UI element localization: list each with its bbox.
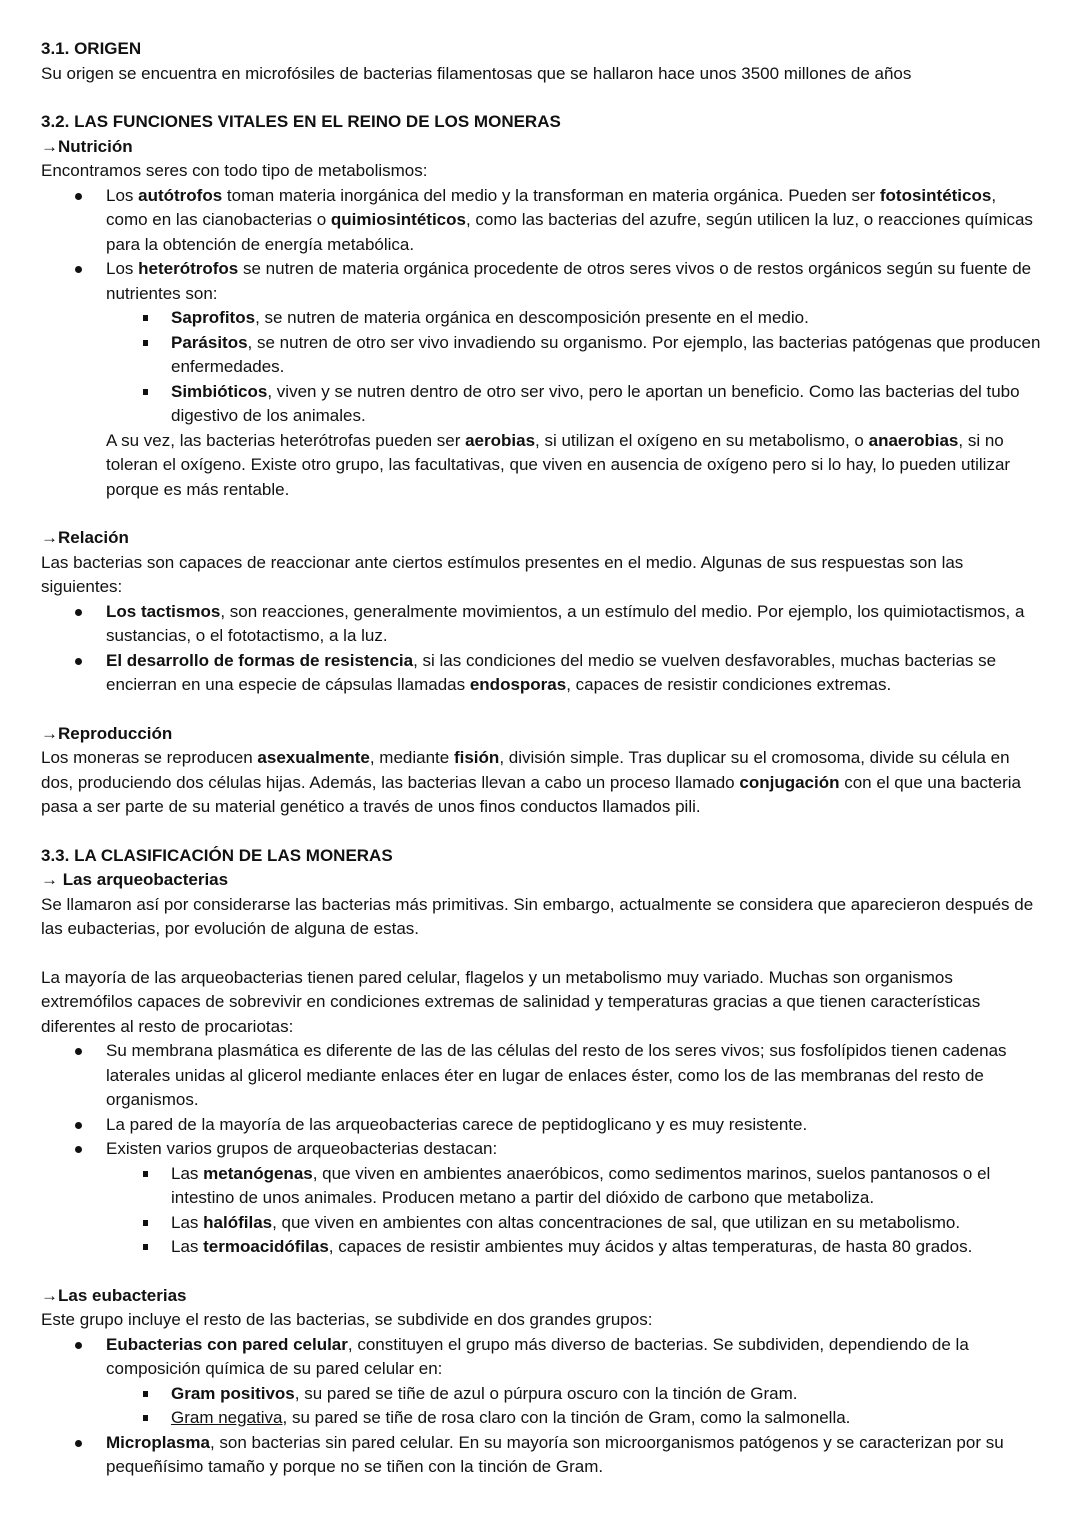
list-item-autotrofos: Los autótrofos toman materia inorgánica del medio y la transforman en materia orgánica. Pueden ser fotosintéticos, como en las cianobacterias o quimiosintéticos, como las bacterias del azufre, según utilicen la luz, o reacciones químicas para la obtención de energía metabólica. (106, 184, 1042, 258)
subsection-title-arqueobacterias: → Las arqueobacterias (41, 870, 229, 889)
subsection-title-reproduccion: →Reproducción (41, 723, 173, 743)
list-item-membrana: Su membrana plasmática es diferente de las de las células del resto de los seres vivos; sus fosfolípidos tienen cadenas laterales unidas al glicerol mediante enlaces éter en lugar de enlaces éster, como los de las membranas del resto de organismos. (106, 1039, 1042, 1113)
list-item-halofilas: Las halófilas, que viven en ambientes con altas concentraciones de sal, que utilizan en su metabolismo. (171, 1211, 1042, 1236)
list-item-simbioticos: Simbióticos, viven y se nutren dentro de otro ser vivo, pero le aportan un beneficio. Como las bacterias del tubo digestivo de los animales. (171, 380, 1042, 429)
section-title-clasificacion: 3.3. LA CLASIFICACIÓN DE LAS MONERAS (41, 845, 393, 865)
grupos-sublist (106, 1162, 1042, 1260)
list-item-tactismos: Los tactismos, son reacciones, generalmente movimientos, a un estímulo del medio. Por ejemplo, los quimiotactismos, a sustancias, o el fototactismo, a la luz. (106, 600, 1042, 649)
list-item-resistencia: El desarrollo de formas de resistencia, si las condiciones del medio se vuelven desfavorables, muchas bacterias se encierran en una especie de cápsulas llamadas endosporas, capaces de resistir condiciones extremas. (106, 649, 1042, 698)
section-title-origen: 3.1. ORIGEN (41, 39, 142, 58)
section-title-funciones-vitales: 3.2. LAS FUNCIONES VITALES EN EL REINO DE LOS MONERAS (41, 112, 561, 131)
list-item-parasitos: Parásitos, se nutren de otro ser vivo invadiendo su organismo. Por ejemplo, las bacterias patógenas que producen enfermedades. (171, 331, 1042, 380)
list-item-pared-celular: Eubacterias con pared celular, constituyen el grupo más diverso de bacterias. Se subdividen, dependiendo de la composición química de su pared celular en: Gram positivos, su pared se tiñe de azul o púrpura oscuro con la tinción de Gram. Gram negativa, su pared se tiñe de rosa claro con la tinción de Gram, como la salmonella. (106, 1333, 1042, 1431)
relacion-list (41, 600, 1042, 698)
subsection-title-nutricion: →Nutrición (41, 136, 133, 156)
arqueobacterias-list (41, 1039, 1042, 1260)
relacion-intro: Las bacterias son capaces de reaccionar ante ciertos estímulos presentes en el medio. Algunas de sus respuestas son las siguientes: (41, 552, 964, 596)
arqueobacterias-paragraph-1: Se llamaron así por considerarse las bacterias más primitivas. Sin embargo, actualmente se considera que aparecieron después de las eubacterias, por evolución de alguna de estas. (41, 894, 1034, 938)
list-item-grupos: Existen varios grupos de arqueobacterias destacan: Las metanógenas, que viven en ambientes anaeróbicos, como sedimentos marinos, suelos pantanosos o el intestino de unos animales. Producen metano a partir del dióxido de carbono que metaboliza. Las halófilas, que viven en ambientes con altas concentraciones de sal, que utilizan en su metabolismo. Las termoacidófilas, capaces de resistir ambientes muy ácidos y altas temperaturas, de hasta 80 grados. (106, 1137, 1042, 1260)
reproduccion-paragraph: Los moneras se reproducen asexualmente, mediante fisión, división simple. Tras duplicar su el cromosoma, divide su célula en dos, produciendo dos células hijas. Además, las bacterias llevan a cabo un proceso llamado conjugación con el que una bacteria pasa a ser parte de su material genético a través de unos finos conductos llamados pili. (41, 748, 1021, 816)
list-item-termoacidofilas: Las termoacidófilas, capaces de resistir ambientes muy ácidos y altas temperaturas, de hasta 80 grados. (171, 1235, 1042, 1260)
list-item-gram-positivos: Gram positivos, su pared se tiñe de azul o púrpura oscuro con la tinción de Gram. (171, 1382, 1042, 1407)
list-item-metanogenas: Las metanógenas, que viven en ambientes anaeróbicos, como sedimentos marinos, suelos pantanosos o el intestino de unos animales. Producen metano a partir del dióxido de carbono que metaboliza. (171, 1162, 1042, 1211)
aerobias-paragraph: A su vez, las bacterias heterótrofas pueden ser aerobias, si utilizan el oxígeno en su metabolismo, o anaerobias, si no toleran el oxígeno. Existe otro grupo, las facultativas, que viven en ausencia de oxígeno pero si lo hay, lo pueden utilizar porque es más rentable. (106, 430, 1011, 499)
origen-text: Su origen se encuentra en microfósiles de bacterias filamentosas que se hallaron hace unos 3500 millones de años (41, 63, 912, 83)
list-item-gram-negativa: Gram negativa, su pared se tiñe de rosa claro con la tinción de Gram, como la salmonella. (171, 1406, 1042, 1431)
heterotrofos-sublist (106, 306, 1042, 429)
subsection-title-relacion: →Relación (41, 528, 129, 547)
eubacterias-intro: Este grupo incluye el resto de las bacterias, se subdivide en dos grandes grupos: (41, 1310, 653, 1329)
list-item-microplasma: Microplasma, son bacterias sin pared celular. En su mayoría son microorganismos patógenos y se caracterizan por su pequeñísimo tamaño y porque no se tiñen con la tinción de Gram. (106, 1431, 1042, 1480)
eubacterias-list (41, 1333, 1042, 1480)
list-item-saprofitos: Saprofitos, se nutren de materia orgánica en descomposición presente en el medio. (171, 306, 1042, 331)
nutricion-intro: Encontramos seres con todo tipo de metabolismos: (41, 161, 428, 180)
nutricion-list (41, 184, 1042, 429)
subsection-title-eubacterias: →Las eubacterias (41, 1285, 187, 1305)
arqueobacterias-paragraph-2: La mayoría de las arqueobacterias tienen pared celular, flagelos y un metabolismo muy variado. Muchas son organismos extremófilos capaces de sobrevivir en condiciones extremas de salinidad y temperaturas gracias a que tienen características diferentes al resto de procariotas: (41, 967, 981, 1036)
list-item-heterotrofos: Los heterótrofos se nutren de materia orgánica procedente de otros seres vivos o de restos orgánicos según su fuente de nutrientes son: Saprofitos, se nutren de materia orgánica en descomposición presente en el medio. Parásitos, se nutren de otro ser vivo invadiendo su organismo. Por ejemplo, las bacterias patógenas que producen enfermedades. Simbióticos, viven y se nutren dentro de otro ser vivo, pero le aportan un beneficio. Como las bacterias del tubo digestivo de los animales. (106, 257, 1042, 429)
gram-sublist (106, 1382, 1042, 1431)
list-item-pared: La pared de la mayoría de las arqueobacterias carece de peptidoglicano y es muy resistente. (106, 1113, 1042, 1138)
